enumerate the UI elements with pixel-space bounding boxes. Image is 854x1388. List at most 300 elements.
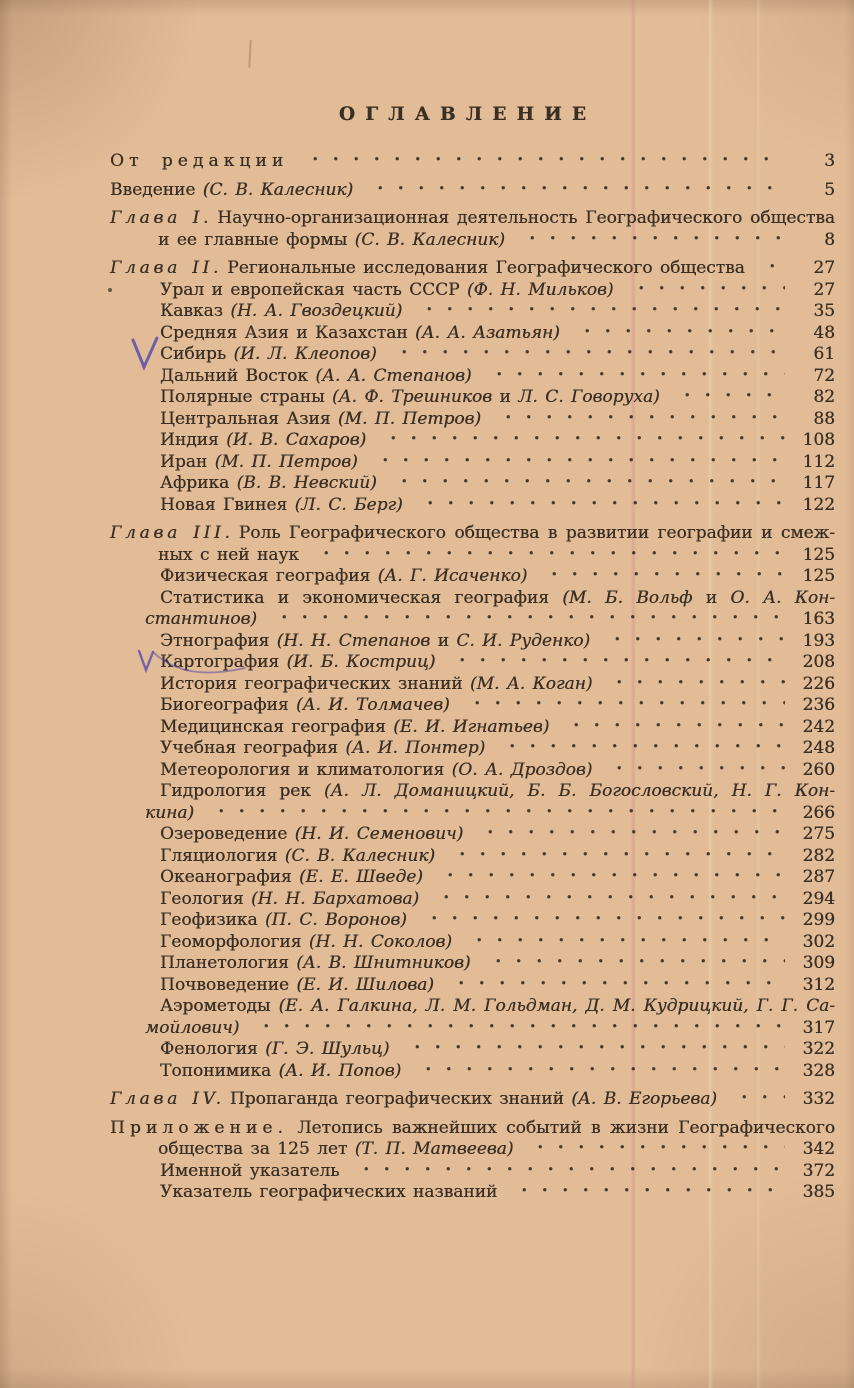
- toc-text-segment: Этнография: [160, 630, 277, 651]
- toc-text-segment: Медицинская география: [160, 716, 394, 737]
- page-number: 332: [802, 1089, 835, 1109]
- toc-text-segment: Пропаганда географических знаний: [229, 1089, 572, 1109]
- dot-leader: [428, 889, 785, 911]
- toc-text-segment: Кавказ: [160, 301, 231, 321]
- toc-line: [160, 760, 835, 782]
- toc-text-segment: От редакции: [110, 151, 289, 171]
- toc-text-segment: (Н. А. Гвоздецкий): [230, 301, 403, 321]
- toc-line: [160, 781, 835, 803]
- dot-leader: [623, 280, 786, 302]
- toc-text-segment: и: [692, 587, 731, 608]
- toc-text-segment: кина): [145, 802, 195, 823]
- page-number: 88: [813, 408, 835, 429]
- page-number: 385: [802, 1182, 835, 1202]
- toc-entry-text: [160, 1039, 390, 1061]
- toc-text-segment: Учебная география: [160, 738, 346, 758]
- toc-text-segment: Топонимика: [160, 1060, 279, 1081]
- toc-entry: [160, 1182, 835, 1204]
- dot-leader: [490, 409, 785, 431]
- toc-text-segment: Гидрология рек: [160, 781, 324, 801]
- page-number: 108: [802, 430, 835, 450]
- toc-line: [160, 1039, 835, 1061]
- page-number: 112: [802, 451, 835, 472]
- pen-dot-mark: [108, 288, 112, 292]
- toc-text-segment: Почвоведение: [160, 974, 297, 995]
- toc-text-segment: Африка: [160, 473, 237, 493]
- toc-entry-text: [160, 409, 481, 431]
- toc-text-segment: Статистика и экономическая география: [160, 587, 563, 608]
- toc-line: [160, 846, 835, 868]
- toc-line: [110, 208, 835, 230]
- toc-text-segment: (А. И. Понтер): [345, 738, 486, 758]
- toc-entry-text: [110, 258, 745, 280]
- toc-text-segment: (Н. Н. Соколов): [308, 931, 452, 952]
- toc-text-segment: Биогеография: [160, 695, 296, 715]
- toc-line: [160, 867, 835, 889]
- toc-line: [110, 258, 835, 280]
- toc-line: [160, 996, 835, 1018]
- page-number: 8: [824, 229, 835, 250]
- toc-line: [160, 566, 835, 588]
- toc-content: [110, 104, 835, 1204]
- toc-text-segment: (М. Б. Вольф: [562, 587, 693, 608]
- toc-entry-text: [160, 344, 377, 366]
- dot-leader: [558, 717, 785, 739]
- toc-text-segment: и: [492, 387, 519, 407]
- toc-entry-text: [110, 151, 288, 173]
- page-number: 122: [802, 494, 835, 515]
- toc-entry: [160, 824, 835, 846]
- toc-line: [160, 889, 835, 911]
- toc-entry: [160, 975, 835, 997]
- toc-entry-text: [160, 1061, 401, 1083]
- toc-text-segment: Геоморфология: [160, 931, 309, 952]
- toc-entry: [110, 1118, 835, 1161]
- toc-line: [145, 609, 835, 631]
- toc-entry-text: [160, 1161, 339, 1183]
- dot-leader: [444, 652, 785, 674]
- dot-leader: [297, 151, 785, 173]
- toc-text-segment: (А. А. Азатьян): [415, 322, 560, 343]
- toc-line: [160, 1161, 835, 1183]
- toc-entry: [160, 387, 835, 409]
- toc-text-segment: Геофизика: [160, 910, 265, 930]
- toc-entry-text: [160, 495, 403, 517]
- toc-line: [158, 545, 835, 567]
- toc-text-segment: стантинов): [145, 609, 258, 629]
- toc-line: [145, 1018, 835, 1040]
- page-number: 3: [824, 151, 835, 171]
- toc-entry-text: [160, 953, 471, 975]
- toc-line: [160, 588, 835, 610]
- toc-entry: [160, 760, 835, 782]
- toc-entry: [110, 180, 835, 202]
- dot-leader: [726, 1089, 785, 1111]
- toc-line: [160, 652, 835, 674]
- toc-entry-text: [110, 523, 835, 543]
- toc-text-segment: Полярные страны: [160, 387, 332, 407]
- page-number: 163: [802, 609, 835, 629]
- toc-entry-text: [160, 366, 472, 388]
- page-number: 35: [813, 301, 835, 321]
- toc-line: [110, 1089, 835, 1111]
- toc-line: [160, 344, 835, 366]
- page-number: 275: [802, 824, 835, 844]
- page-number: 226: [802, 673, 835, 694]
- page-number: 317: [802, 1017, 835, 1038]
- dot-leader: [308, 545, 785, 567]
- page-number: 309: [802, 953, 835, 973]
- dot-leader: [536, 566, 785, 588]
- toc-entry-text: [160, 473, 377, 495]
- toc-line: [160, 301, 835, 323]
- toc-entry: [160, 473, 835, 495]
- toc-text-segment: Метеорология и климатология: [160, 759, 452, 780]
- dot-leader: [754, 258, 785, 280]
- toc-text-segment: (Л. С. Берг): [294, 494, 403, 515]
- toc-entry: [110, 151, 835, 173]
- toc-entry: [160, 953, 835, 975]
- toc-text-segment: (О. А. Дроздов): [451, 759, 593, 780]
- toc-line: [110, 180, 835, 202]
- toc-entry-text: [160, 996, 835, 1016]
- toc-text-segment: (Е. А. Галкина, Л. М. Гольдман, Д. М. Кудрицкий, Г. Г. Са-: [278, 996, 835, 1016]
- toc-text-segment: Именной указатель: [160, 1160, 340, 1181]
- toc-entry: [160, 1161, 835, 1183]
- dot-leader: [443, 975, 785, 997]
- page-number: 372: [802, 1160, 835, 1181]
- toc-text-segment: (М. П. Петров): [214, 451, 358, 472]
- toc-text-segment: (Н. И. Семенович): [294, 824, 464, 844]
- page-number: 27: [813, 279, 835, 300]
- dot-leader: [411, 301, 785, 323]
- toc-entry-text: [158, 1139, 513, 1161]
- toc-line: [160, 473, 835, 495]
- page-number: 322: [802, 1039, 835, 1059]
- toc-text-segment: (А. А. Степанов): [315, 365, 472, 386]
- page-number: 193: [802, 630, 835, 651]
- toc-text-segment: Новая Гвинея: [160, 494, 295, 515]
- toc-entry-text: [145, 803, 194, 825]
- toc-line: [160, 738, 835, 760]
- toc-text-segment: Геология: [160, 888, 251, 909]
- toc-entry: [160, 495, 835, 517]
- dot-leader: [266, 609, 785, 631]
- page-number: 287: [802, 867, 835, 887]
- toc-entry-text: [160, 631, 590, 653]
- dot-leader: [569, 323, 785, 345]
- dot-leader: [601, 674, 785, 696]
- page-number: 27: [813, 258, 835, 278]
- toc-line: [160, 452, 835, 474]
- page-number: 117: [802, 473, 835, 493]
- toc-entry-text: [158, 545, 299, 567]
- toc-text-segment: Средняя Азия и Казахстан: [160, 322, 416, 343]
- toc-entry-text: [160, 301, 402, 323]
- dot-leader: [410, 1061, 785, 1083]
- toc-entry-text: [160, 846, 435, 868]
- toc-entry: [160, 717, 835, 739]
- toc-entry-text: [160, 323, 560, 345]
- toc-text-segment: (Н. Н. Степанов: [276, 630, 431, 651]
- toc-text-segment: ных с ней наук: [158, 544, 299, 565]
- toc-entry-text: [160, 889, 419, 911]
- toc-entry-text: [110, 1089, 717, 1111]
- toc-entry: [160, 323, 835, 345]
- toc-list: [110, 151, 835, 1204]
- toc-entry: [160, 430, 835, 452]
- dot-leader: [375, 430, 785, 452]
- toc-text-segment: (А. Л. Доманицкий, Б. Б. Богословский, Н. Г. Кон-: [323, 781, 835, 801]
- toc-entry-text: [145, 1018, 239, 1040]
- toc-entry: [160, 889, 835, 911]
- dot-leader: [348, 1161, 785, 1183]
- toc-text-segment: (В. В. Невский): [236, 473, 377, 493]
- page-number: 282: [802, 845, 835, 866]
- dot-leader: [481, 366, 785, 388]
- dot-leader: [494, 738, 785, 760]
- toc-text-segment: Озероведение: [160, 824, 295, 844]
- toc-line: [160, 495, 835, 517]
- toc-text-segment: О. А. Кон-: [730, 587, 836, 608]
- toc-entry-text: [160, 452, 358, 474]
- toc-line: [110, 1118, 835, 1140]
- toc-line: [160, 430, 835, 452]
- toc-line: [110, 523, 835, 545]
- page-number: 125: [802, 566, 835, 586]
- toc-text-segment: (С. В. Калесник): [284, 845, 436, 866]
- toc-text-segment: Роль Географического общества в развитии географии и смеж-: [238, 523, 835, 543]
- pen-checkmark-icon: [130, 336, 160, 376]
- toc-entry: [160, 452, 835, 474]
- toc-entry-text: [160, 760, 592, 782]
- page-number: 82: [813, 387, 835, 407]
- toc-entry: [160, 366, 835, 388]
- toc-entry-text: [160, 932, 452, 954]
- toc-entry-text: [160, 695, 450, 717]
- toc-text-segment: (И. В. Сахаров): [226, 430, 367, 450]
- dot-leader: [461, 932, 785, 954]
- paper-crease-mark: [248, 40, 251, 68]
- dot-leader: [472, 824, 785, 846]
- page-number: 260: [802, 759, 835, 780]
- dot-leader: [459, 695, 785, 717]
- toc-line: [160, 695, 835, 717]
- toc-entry: [160, 867, 835, 889]
- toc-text-segment: Гляциология: [160, 845, 285, 866]
- toc-entry: [160, 910, 835, 932]
- toc-text-segment: мойлович): [145, 1017, 240, 1038]
- toc-text-segment: (И. Л. Клеопов): [233, 344, 377, 364]
- toc-entry-text: [160, 1182, 497, 1204]
- toc-line: [160, 975, 835, 997]
- toc-text-segment: (А. И. Толмачев): [295, 695, 450, 715]
- toc-entry-text: [160, 717, 549, 739]
- toc-entry-text: [160, 738, 485, 760]
- toc-entry: [110, 208, 835, 251]
- page-number: 248: [802, 738, 835, 758]
- toc-entry: [160, 344, 835, 366]
- page-number: 72: [813, 365, 835, 386]
- page-number: 266: [802, 802, 835, 823]
- dot-leader: [203, 803, 785, 825]
- toc-entry-text: [160, 867, 423, 889]
- toc-entry: [145, 781, 835, 824]
- toc-text-segment: (А. И. Попов): [278, 1060, 402, 1081]
- dot-leader: [412, 495, 785, 517]
- toc-entry: [110, 1089, 835, 1111]
- toc-text-segment: (С. В. Калесник): [202, 179, 354, 200]
- toc-text-segment: Дальний Восток: [160, 365, 316, 386]
- page-number: 236: [802, 695, 835, 715]
- toc-entry-text: [160, 674, 592, 696]
- toc-line: [160, 910, 835, 932]
- toc-entry: [160, 738, 835, 760]
- page-number: 342: [802, 1139, 835, 1159]
- toc-text-segment: Глава I.: [110, 208, 213, 228]
- toc-line: [160, 387, 835, 409]
- toc-text-segment: Л. С. Говоруха): [518, 387, 660, 407]
- toc-entry: [160, 280, 835, 302]
- toc-line: [160, 932, 835, 954]
- toc-entry-text: [160, 430, 366, 452]
- toc-line: [110, 151, 835, 173]
- toc-entry: [160, 846, 835, 868]
- dot-leader: [601, 760, 785, 782]
- toc-text-segment: Указатель географических названий: [160, 1182, 498, 1202]
- toc-entry: [160, 932, 835, 954]
- dot-leader: [480, 953, 785, 975]
- toc-text-segment: (М. А. Коган): [470, 673, 593, 694]
- toc-text-segment: (Е. Е. Шведе): [299, 867, 423, 887]
- toc-line: [160, 366, 835, 388]
- toc-entry-text: [160, 781, 835, 801]
- toc-line: [160, 953, 835, 975]
- toc-entry-text: [110, 208, 835, 228]
- toc-text-segment: Региональные исследования Географического общества: [227, 258, 745, 278]
- dot-leader: [399, 1039, 786, 1061]
- page-number: 48: [813, 322, 835, 343]
- dot-leader: [367, 452, 785, 474]
- toc-line: [160, 409, 835, 431]
- toc-entry: [160, 652, 835, 674]
- page-number: 125: [802, 544, 835, 565]
- toc-text-segment: Физическая география: [160, 566, 378, 586]
- toc-entry: [110, 523, 835, 566]
- toc-line: [145, 803, 835, 825]
- toc-line: [160, 1061, 835, 1083]
- page-title: ОГЛАВЛЕНИЕ: [338, 104, 597, 125]
- toc-text-segment: Фенология: [160, 1039, 266, 1059]
- toc-line: [160, 280, 835, 302]
- dot-leader: [248, 1018, 785, 1040]
- dot-leader: [514, 230, 785, 252]
- page-number: 299: [802, 910, 835, 930]
- toc-text-segment: (Е. И. Шилова): [296, 974, 434, 995]
- toc-line: [160, 323, 835, 345]
- toc-text-segment: (Н. Н. Бархатова): [250, 888, 420, 909]
- toc-text-segment: Планетология: [160, 953, 297, 973]
- toc-text-segment: Аэрометоды: [160, 996, 279, 1016]
- toc-entry-text: [160, 280, 614, 302]
- dot-leader: [386, 344, 785, 366]
- toc-entry: [160, 566, 835, 588]
- page-number: 61: [813, 344, 835, 364]
- page-number: 328: [802, 1060, 835, 1081]
- toc-entry-text: [160, 910, 407, 932]
- toc-text-segment: и: [430, 630, 457, 651]
- toc-text-segment: и ее главные формы: [158, 229, 355, 250]
- toc-text-segment: (А. Г. Исаченко): [377, 566, 528, 586]
- toc-entry-text: [110, 180, 353, 202]
- toc-entry: [160, 1039, 835, 1061]
- toc-text-segment: (Е. И. Игнатьев): [393, 716, 550, 737]
- toc-text-segment: Введение: [110, 179, 203, 200]
- toc-entry: [160, 674, 835, 696]
- toc-line: [160, 824, 835, 846]
- toc-text-segment: Научно-организационная деятельность Географического общества: [217, 208, 835, 228]
- dot-leader: [432, 867, 785, 889]
- toc-text-segment: общества за 125 лет: [158, 1139, 355, 1159]
- toc-text-segment: (М. П. Петров): [337, 408, 482, 429]
- toc-text-segment: Сибирь: [160, 344, 234, 364]
- toc-entry-text: [160, 652, 435, 674]
- dot-leader: [444, 846, 785, 868]
- dot-leader: [522, 1139, 785, 1161]
- toc-text-segment: Урал и европейская часть СССР: [160, 279, 467, 300]
- toc-line: [158, 1139, 835, 1161]
- toc-text-segment: Картография: [160, 652, 287, 672]
- toc-entry-text: [110, 1118, 835, 1138]
- toc-entry-text: [160, 387, 660, 409]
- page-number: 242: [802, 716, 835, 737]
- toc-entry: [160, 631, 835, 653]
- toc-text-segment: (А. В. Егорьева): [571, 1089, 717, 1109]
- page-number: 5: [824, 179, 835, 200]
- toc-entry: [160, 409, 835, 431]
- toc-entry: [160, 301, 835, 323]
- page-number: 294: [802, 888, 835, 909]
- page-number: 312: [802, 974, 835, 995]
- toc-text-segment: (Т. П. Матвеева): [354, 1139, 514, 1159]
- toc-line: [160, 631, 835, 653]
- toc-entry: [160, 1061, 835, 1083]
- dot-leader: [416, 910, 785, 932]
- toc-entry-text: [145, 609, 257, 631]
- toc-entry-text: [158, 230, 505, 252]
- toc-text-segment: (Ф. Н. Мильков): [466, 279, 614, 300]
- toc-line: [160, 1182, 835, 1204]
- toc-text-segment: Глава II.: [110, 258, 223, 278]
- dot-leader: [599, 631, 785, 653]
- toc-entry: [145, 996, 835, 1039]
- toc-text-segment: Летопись важнейших событий в жизни Географического: [288, 1117, 835, 1138]
- dot-leader: [506, 1182, 785, 1204]
- toc-entry: [145, 587, 836, 631]
- toc-text-segment: (С. В. Калесник): [354, 229, 505, 250]
- toc-line: [160, 717, 835, 739]
- toc-text-segment: Океанография: [160, 867, 300, 887]
- dot-leader: [362, 180, 785, 202]
- toc-text-segment: История географических знаний: [160, 673, 470, 694]
- page-number: 302: [802, 931, 835, 952]
- toc-entry-text: [160, 588, 835, 608]
- toc-entry-text: [160, 566, 527, 588]
- toc-text-segment: (И. Б. Костриц): [286, 652, 436, 672]
- toc-entry-text: [160, 975, 434, 997]
- toc-text-segment: Иран: [160, 451, 215, 472]
- toc-text-segment: Глава III.: [110, 523, 234, 543]
